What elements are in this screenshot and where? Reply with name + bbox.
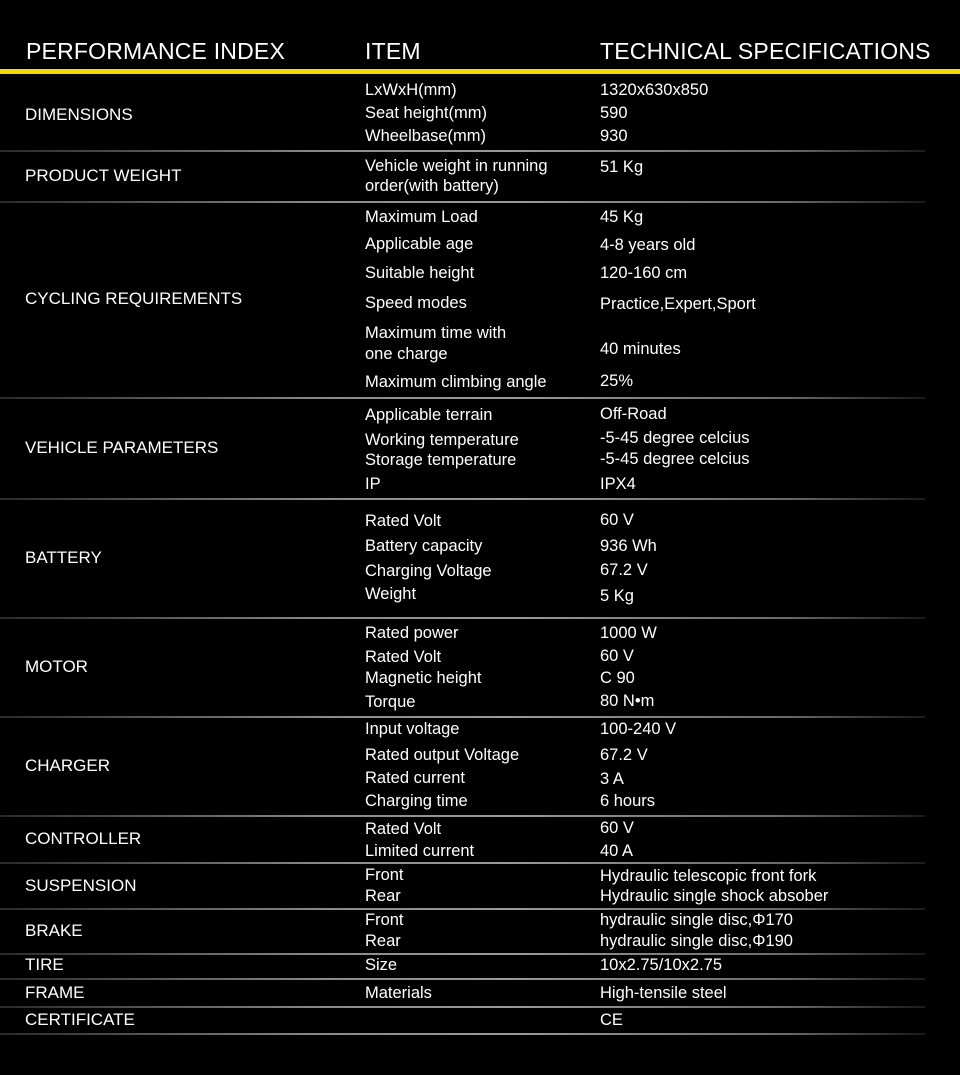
spec-item: Suitable height — [365, 264, 475, 282]
spec-item: Front — [365, 866, 404, 884]
spec-value: -5-45 degree celcius — [600, 450, 750, 468]
spec-item: Working temperature — [365, 431, 519, 449]
spec-item: Maximum climbing angle — [365, 373, 547, 391]
spec-item: Input voltage — [365, 720, 460, 738]
spec-value: 67.2 V — [600, 746, 648, 764]
spec-item: Rated output Voltage — [365, 746, 520, 764]
spec-item: Weight — [365, 585, 417, 603]
spec-item: IP — [365, 475, 381, 493]
spec-value: 60 V — [600, 819, 634, 837]
spec-item: Applicable terrain — [365, 406, 493, 424]
spec-value: C 90 — [600, 669, 635, 687]
row-separator — [0, 978, 925, 980]
row-separator — [0, 617, 925, 619]
spec-value: 6 hours — [600, 792, 656, 810]
performance-index-label: DIMENSIONS — [25, 105, 133, 124]
performance-index-label: CERTIFICATE — [25, 1010, 135, 1029]
spec-value: 10x2.75/10x2.75 — [600, 956, 723, 974]
spec-item: Seat height(mm) — [365, 104, 487, 122]
spec-item: Size — [365, 956, 398, 974]
spec-item: Magnetic height — [365, 669, 482, 687]
spec-value: 51 Kg — [600, 158, 644, 176]
spec-value: CE — [600, 1011, 623, 1029]
spec-value: 40 A — [600, 842, 634, 860]
spec-value: 60 V — [600, 647, 634, 665]
spec-item: Storage temperature — [365, 451, 517, 469]
row-separator — [0, 201, 925, 203]
spec-item: Charging Voltage — [365, 562, 492, 580]
spec-item: LxWxH(mm) — [365, 81, 457, 99]
spec-item: Maximum Load — [365, 208, 478, 226]
row-separator — [0, 716, 925, 718]
spec-item: Speed modes — [365, 294, 467, 312]
spec-item: Rated Volt — [365, 512, 442, 530]
header-performance-index: PERFORMANCE INDEX — [26, 38, 285, 64]
spec-value: 120-160 cm — [600, 264, 688, 282]
performance-index-label: CONTROLLER — [25, 829, 142, 848]
spec-value: hydraulic single disc,Φ170 — [600, 911, 793, 929]
header-accent-rule — [0, 69, 960, 74]
spec-value: Hydraulic single shock absober — [600, 887, 829, 905]
spec-value: 80 N•m — [600, 692, 655, 710]
spec-item: Materials — [365, 984, 432, 1002]
spec-item: Rated Volt — [365, 820, 442, 838]
spec-value: 1320x630x850 — [600, 81, 709, 99]
spec-value: 40 minutes — [600, 340, 681, 358]
row-separator — [0, 498, 925, 500]
spec-item: Battery capacity — [365, 537, 483, 555]
row-separator — [0, 1006, 925, 1008]
spec-item: Torque — [365, 693, 416, 711]
performance-index-label: TIRE — [25, 955, 64, 974]
spec-value: Off-Road — [600, 405, 667, 423]
performance-index-label: PRODUCT WEIGHT — [25, 166, 182, 185]
spec-value: Hydraulic telescopic front fork — [600, 867, 817, 885]
spec-value: 100-240 V — [600, 720, 677, 738]
performance-index-label: SUSPENSION — [25, 876, 137, 895]
spec-item: Vehicle weight in running — [365, 157, 548, 175]
spec-value: -5-45 degree celcius — [600, 429, 750, 447]
row-separator — [0, 815, 925, 817]
spec-value: 45 Kg — [600, 208, 644, 226]
row-separator — [0, 397, 925, 399]
header-technical-specifications: TECHNICAL SPECIFICATIONS — [600, 38, 931, 64]
spec-value: 930 — [600, 127, 628, 145]
spec-item: Maximum time with — [365, 324, 507, 342]
spec-value: 60 V — [600, 511, 634, 529]
performance-index-label: MOTOR — [25, 657, 88, 676]
spec-value: IPX4 — [600, 475, 636, 493]
spec-item: Rated current — [365, 769, 465, 787]
spec-value: 1000 W — [600, 624, 657, 642]
spec-value: 3 A — [600, 770, 624, 788]
row-separator — [0, 862, 925, 864]
spec-item: one charge — [365, 345, 448, 363]
row-separator — [0, 1033, 925, 1035]
spec-item: Wheelbase(mm) — [365, 127, 487, 145]
spec-value: High-tensile steel — [600, 984, 727, 1002]
row-separator — [0, 150, 925, 152]
spec-item: Rear — [365, 887, 401, 905]
spec-value: 590 — [600, 104, 628, 122]
performance-index-label: BRAKE — [25, 921, 83, 940]
table-header — [0, 0, 960, 72]
spec-value: 25% — [600, 372, 634, 390]
spec-item: Applicable age — [365, 235, 474, 253]
spec-item: Rated Volt — [365, 648, 442, 666]
spec-item: Limited current — [365, 842, 475, 860]
spec-value: 67.2 V — [600, 561, 648, 579]
header-item: ITEM — [365, 38, 421, 64]
spec-item: order(with battery) — [365, 177, 499, 195]
row-separator — [0, 953, 925, 955]
spec-item: Rated power — [365, 624, 459, 642]
spec-value: 936 Wh — [600, 537, 657, 555]
performance-index-label: BATTERY — [25, 548, 102, 567]
spec-item: Rear — [365, 932, 401, 950]
spec-value: 5 Kg — [600, 587, 634, 605]
performance-index-label: VEHICLE PARAMETERS — [25, 438, 219, 457]
spec-value: hydraulic single disc,Φ190 — [600, 932, 793, 950]
performance-index-label: FRAME — [25, 983, 85, 1002]
performance-index-label: CHARGER — [25, 756, 111, 775]
spec-item: Charging time — [365, 792, 468, 810]
performance-index-label: CYCLING REQUIREMENTS — [25, 289, 243, 308]
spec-value: Practice,Expert,Sport — [600, 295, 756, 313]
spec-item: Front — [365, 911, 404, 929]
spec-value: 4-8 years old — [600, 236, 696, 254]
